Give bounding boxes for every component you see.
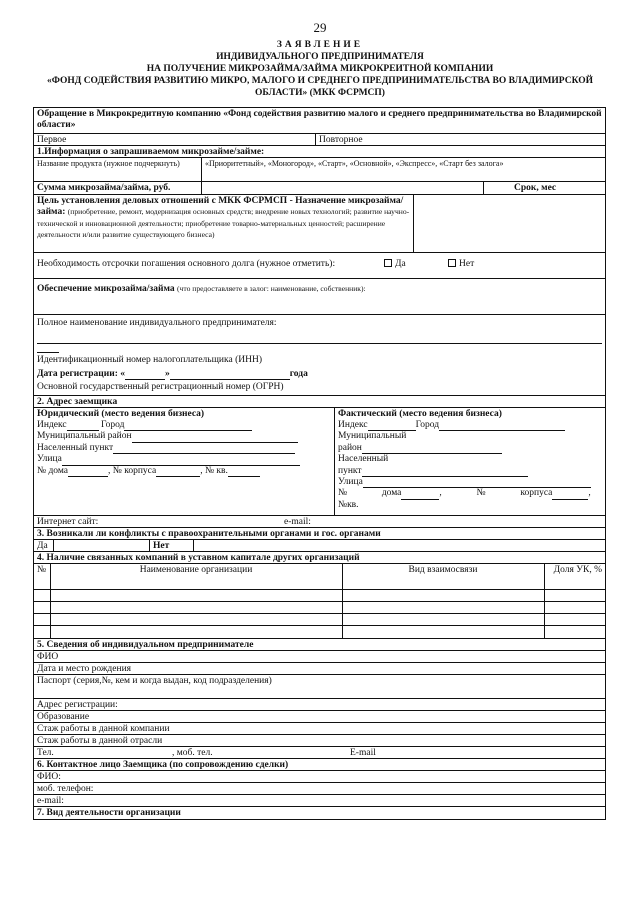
security-note: (что предоставляете в залог: наименование, собственник): xyxy=(177,284,366,293)
header-title: ЗАЯВЛЕНИЕ xyxy=(276,40,364,50)
appeal-text: Обращение в Микрокредитную компанию «Фонд содействия развитию малого и среднего предпринимательства во Владимирской области» xyxy=(34,108,605,134)
section-3-title: 3. Возникали ли конфликты с правоохранительными органами и гос. органами xyxy=(34,528,605,540)
legal-street-label: Улица xyxy=(37,454,62,465)
legal-district-row xyxy=(37,431,331,442)
actual-building-group: корпуса , xyxy=(520,488,591,499)
table-cell[interactable] xyxy=(544,614,605,626)
conflicts-no-field[interactable] xyxy=(194,540,261,551)
section-2-title: 2. Адрес заемщика xyxy=(34,396,605,408)
conflicts-row xyxy=(34,540,605,552)
page-number: 29 xyxy=(313,20,327,35)
contact-mobile-label[interactable]: моб. телефон: xyxy=(34,783,605,795)
product-options[interactable]: «Приоритетный», «Моногород», «Старт», «Основной», «Экспресс», «Старт без залога» xyxy=(205,159,504,168)
header-line-2: ИНДИВИДУАЛЬНОГО ПРЕДПРИНИМАТЕЛЯ xyxy=(216,51,424,62)
purpose-field[interactable] xyxy=(414,195,420,252)
table-cell[interactable] xyxy=(50,614,342,626)
legal-index-label: Индекс xyxy=(37,419,67,430)
ip-fio-label[interactable]: ФИО xyxy=(34,651,605,663)
section-7-title: 7. Вид деятельности организации xyxy=(37,807,181,818)
conflicts-no-label: Нет xyxy=(150,540,194,551)
actual-house-group: дома , xyxy=(381,488,442,499)
document-header xyxy=(40,40,600,99)
deferral-label: Необходимость отсрочки погашения основного долга (нужное отметить): xyxy=(37,259,336,269)
application-form xyxy=(33,107,606,820)
section-1-title: 1.Информация о запрашиваемом микрозайме/займе: xyxy=(34,146,605,158)
ip-exp-company-label[interactable]: Стаж работы в данной компании xyxy=(34,723,605,735)
table-cell[interactable] xyxy=(342,626,544,638)
actual-locality-row xyxy=(338,466,591,477)
table-cell[interactable] xyxy=(544,590,605,602)
legal-building-label: , № корпуса xyxy=(108,465,157,476)
deferral-no-label: Нет xyxy=(459,259,475,269)
ip-fullname-field[interactable] xyxy=(37,330,602,353)
related-companies-header xyxy=(34,564,605,590)
section-5-title: 5. Сведения об индивидуальном предпринимателе xyxy=(34,639,605,651)
table-cell[interactable] xyxy=(342,614,544,626)
ip-ogrn-label: Основной государственный регистрационный номер (ОГРН) xyxy=(34,381,605,395)
actual-street-label: Улица xyxy=(338,476,363,487)
contact-email-label[interactable]: e-mail: xyxy=(34,795,605,807)
purpose-row xyxy=(34,195,605,253)
ip-reg-address-label[interactable]: Адрес регистрации: xyxy=(34,699,605,711)
col-name-header: Наименование организации xyxy=(50,564,342,590)
legal-index-row xyxy=(37,420,331,431)
actual-address-title: Фактический (место ведения бизнеса) xyxy=(338,408,502,419)
header-line-3: НА ПОЛУЧЕНИЕ МИКРОЗАЙМА/ЗАЙМА МИКРОКРЕИТНОЙ КОМПАНИИ xyxy=(146,63,494,74)
reg-date-quote: » xyxy=(164,368,170,379)
actual-building-field[interactable] xyxy=(552,499,588,500)
checkbox-no[interactable] xyxy=(448,259,456,267)
ip-email-label: E-mail xyxy=(350,747,376,758)
table-row xyxy=(34,626,605,638)
appeal-repeat-option[interactable]: Повторное xyxy=(319,135,363,145)
header-line-5: ОБЛАСТИ» (МКК ФСРМСП) xyxy=(255,87,385,98)
company-email-label: e-mail: xyxy=(284,516,311,527)
header-line-4: «ФОНД СОДЕЙСТВИЯ РАЗВИТИЮ МИКРО, МАЛОГО И СРЕДНЕГО ПРЕДПРИНИМАТЕЛЬСТВА ВО ВЛАДИМИРСКОЙ xyxy=(46,75,594,86)
deferral-yes[interactable] xyxy=(384,259,406,270)
address-row xyxy=(34,408,605,516)
actual-house-num-label: № xyxy=(338,488,348,499)
purpose-cell xyxy=(34,195,414,252)
sum-field[interactable] xyxy=(202,182,484,194)
col-share-header: Доля УК, % xyxy=(544,564,605,590)
col-num-header: № xyxy=(34,564,50,590)
reg-day-field[interactable] xyxy=(125,379,165,380)
actual-house-label: дома xyxy=(381,488,402,499)
table-row xyxy=(34,614,605,626)
website-label: Интернет сайт: xyxy=(37,516,99,527)
legal-building-field[interactable] xyxy=(156,476,200,477)
actual-index-row xyxy=(338,420,591,431)
legal-locality-row xyxy=(37,443,331,454)
appeal-first-option[interactable]: Первое xyxy=(34,134,316,145)
actual-building-num-label: № xyxy=(476,488,486,499)
security-title: Обеспечение микрозайма/займа xyxy=(37,284,175,294)
ip-birth-label[interactable]: Дата и место рождения xyxy=(34,663,605,675)
deferral-row xyxy=(34,253,605,279)
table-cell[interactable] xyxy=(34,602,50,614)
col-relation-header: Вид взаимосвязи xyxy=(342,564,544,590)
legal-address xyxy=(34,408,335,515)
table-cell[interactable] xyxy=(342,590,544,602)
legal-city-label: Город xyxy=(100,419,125,430)
security-row[interactable] xyxy=(34,279,605,315)
ip-reg-date-row xyxy=(34,368,605,381)
legal-flat-label: , № кв. xyxy=(200,465,228,476)
actual-house-field[interactable] xyxy=(401,499,439,500)
actual-flat-label: №кв. xyxy=(338,499,359,510)
checkbox-yes[interactable] xyxy=(384,259,392,267)
table-cell[interactable] xyxy=(50,602,342,614)
sum-term-row xyxy=(34,182,605,195)
related-companies-table xyxy=(34,564,605,638)
product-label: Название продукта (нужное подчеркнуть) xyxy=(34,158,202,181)
table-cell[interactable] xyxy=(34,614,50,626)
ip-education-label[interactable]: Образование xyxy=(34,711,605,723)
actual-index-label: Индекс xyxy=(338,419,368,430)
legal-flat-field[interactable] xyxy=(228,476,260,477)
reg-date-year-label: года xyxy=(289,368,308,379)
reg-date-label: Дата регистрации: « xyxy=(37,368,125,379)
purpose-note: (приобретение, ремонт, модернизация основных средств; внедрение новых технологий; развитие научно-технической и инновационной деятельности; приобретение товарно-материальных ценностей; расширение деятельности и/или развитие существующего бизнеса) xyxy=(37,207,410,240)
actual-street-row xyxy=(338,477,591,488)
table-cell[interactable] xyxy=(50,626,342,638)
legal-house-field[interactable] xyxy=(68,476,108,477)
reg-month-field[interactable] xyxy=(170,379,250,380)
actual-district-label: район xyxy=(338,442,362,453)
actual-district-a: Муниципальный xyxy=(338,431,407,442)
actual-building-label: корпуса xyxy=(520,488,553,499)
ip-fullname-label: Полное наименование индивидуального предпринимателя: xyxy=(37,318,277,328)
actual-address xyxy=(335,408,594,515)
legal-house-row xyxy=(37,466,331,477)
ip-inn-label: Идентификационный номер налогоплательщика (ИНН) xyxy=(37,355,262,366)
actual-district-row xyxy=(338,443,591,454)
purpose-title: Цель установления деловых отношений с МКК ФСРМСП - Назначение микрозайма/займа: xyxy=(37,196,404,218)
deferral-no[interactable] xyxy=(448,259,474,270)
sum-label: Сумма микрозайма/займа, руб. xyxy=(34,182,202,194)
mobile-label: , моб. тел. xyxy=(172,747,213,758)
appeal-type-row xyxy=(34,134,605,146)
ip-fullname-line-1[interactable] xyxy=(37,330,602,344)
legal-house-label: № дома xyxy=(37,465,69,476)
conflicts-yes-label: Да xyxy=(34,540,54,551)
table-cell[interactable] xyxy=(50,590,342,602)
ip-exp-industry-label[interactable]: Стаж работы в данной отрасли xyxy=(34,735,605,747)
legal-locality-label: Населенный пункт xyxy=(37,442,114,453)
table-cell[interactable] xyxy=(544,602,605,614)
ip-contacts-row xyxy=(34,747,605,759)
table-cell[interactable] xyxy=(34,590,50,602)
table-cell[interactable] xyxy=(342,602,544,614)
table-row xyxy=(34,590,605,602)
product-row xyxy=(34,158,605,182)
actual-house-row xyxy=(338,488,591,499)
section-4-title: 4. Наличие связанных компаний в уставном капитале других организаций xyxy=(34,552,605,564)
table-row xyxy=(34,602,605,614)
legal-district-label: Муниципальный район xyxy=(37,431,132,442)
related-companies-table-wrap xyxy=(34,564,605,639)
contact-fio-label[interactable]: ФИО: xyxy=(34,771,605,783)
reg-year-field[interactable] xyxy=(250,379,290,380)
term-label: Срок, мес xyxy=(514,183,557,193)
phone-label: Тел. xyxy=(37,747,54,758)
ip-fullname-line-2[interactable] xyxy=(37,344,59,353)
legal-address-title: Юридический (место ведения бизнеса) xyxy=(37,408,205,419)
legal-street-row xyxy=(37,454,331,465)
ip-passport-label[interactable]: Паспорт (серия,№, кем и когда выдан, код подразделения) xyxy=(34,675,605,699)
section-6-title: 6. Контактное лицо Заемщика (по сопровождению сделки) xyxy=(34,759,605,771)
conflicts-yes-field[interactable] xyxy=(54,540,150,551)
actual-locality-a: Населенный xyxy=(338,454,389,465)
actual-locality-label: пункт xyxy=(338,465,362,476)
table-cell[interactable] xyxy=(34,626,50,638)
table-cell[interactable] xyxy=(544,626,605,638)
deferral-yes-label: Да xyxy=(395,259,406,269)
website-email-row xyxy=(34,516,605,528)
actual-city-field[interactable] xyxy=(439,430,565,431)
actual-city-label: Город xyxy=(415,419,440,430)
